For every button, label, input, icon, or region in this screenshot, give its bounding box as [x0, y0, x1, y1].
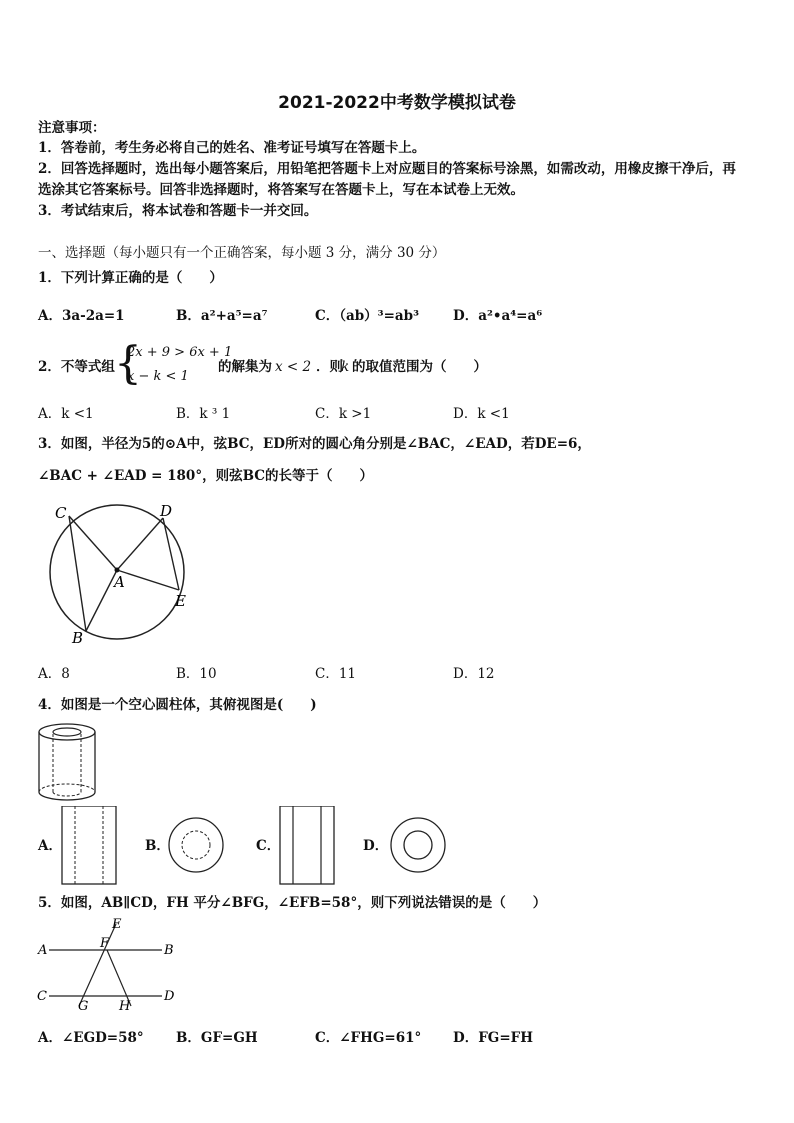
label-c: C: [55, 504, 67, 522]
q2-equation-2: x − k < 1: [127, 369, 189, 384]
hollow-cylinder-figure: [34, 720, 100, 808]
q3-option-d: D．12: [453, 666, 495, 682]
option-a-view: [60, 806, 120, 886]
q3-circle-figure: [40, 498, 200, 648]
q4-stem: 4．如图是一个空心圆柱体，其俯视图是( ): [38, 697, 317, 713]
label-h: H: [119, 999, 131, 1014]
q2-equation-1: 2x + 9 > 6x + 1: [127, 345, 233, 360]
label-g: G: [78, 999, 89, 1014]
q1-option-a: A．3a-2a=1: [38, 308, 125, 324]
q5-stem: 5．如图，AB∥CD，FH 平分∠BFG，∠EFB=58°，则下列说法错误的是（ ）: [38, 895, 547, 911]
q2-var: k: [341, 359, 350, 375]
q2-suffix-3: 的取值范围为（ ）: [352, 359, 487, 375]
q2-condition: x < 2: [275, 359, 312, 375]
q5-parallel-lines-figure: [34, 916, 184, 1014]
q1-option-b: B．a²+a⁵=a⁷: [176, 308, 268, 324]
q3-option-c: C．11: [315, 666, 357, 682]
label-b: B: [164, 943, 174, 958]
label-f: F: [100, 936, 110, 951]
q4-option-b-label: B．: [145, 838, 170, 854]
label-d: D: [164, 989, 175, 1004]
q2-prefix: 2．不等式组: [38, 359, 115, 375]
q2-suffix-1: 的解集为: [218, 359, 272, 375]
label-e: E: [112, 917, 122, 932]
q2-option-c: C．k >1: [315, 406, 372, 422]
center-point: [115, 568, 120, 573]
q1-stem: 1．下列计算正确的是（ ）: [38, 270, 223, 286]
q5-option-d: D．FG=FH: [453, 1030, 533, 1046]
label-a: A: [114, 573, 125, 591]
q4-option-c-label: C．: [256, 838, 281, 854]
q4-option-a-label: A．: [38, 838, 62, 854]
option-b-view: [165, 815, 225, 875]
q3-option-b: B．10: [176, 666, 217, 682]
notice-item-2: 2．回答选择题时，选出每小题答案后，用铅笔把答题卡上对应题目的答案标号涂黑，如需改动，用橡皮擦干净后，再: [38, 161, 736, 177]
q3-option-a: A．8: [38, 666, 70, 682]
q5-option-a: A．∠EGD=58°: [38, 1030, 144, 1046]
notice-item-2-cont: 选涂其它答案标号。回答非选择题时，将答案写在答题卡上，写在本试卷上无效。: [38, 182, 524, 198]
q2-option-b: B．k ³ 1: [176, 406, 231, 422]
label-c: C: [37, 989, 47, 1004]
q3-line-2: ∠BAC + ∠EAD = 180°，则弦BC的长等于（ ）: [38, 468, 373, 484]
label-a: A: [38, 943, 48, 958]
q2-option-a: A．k <1: [38, 406, 94, 422]
notice-item-1: 1．答卷前，考生务必将自己的姓名、准考证号填写在答题卡上。: [38, 140, 426, 156]
option-d-view: [387, 815, 447, 875]
q5-option-b: B．GF=GH: [176, 1030, 258, 1046]
q3-line-1: 3．如图，半径为5的⊙A中，弦BC，ED所对的圆心角分别是∠BAC，∠EAD，若DE=6，: [38, 436, 591, 452]
q1-option-d: D．a²•a⁴=a⁶: [453, 308, 543, 324]
q2-suffix-2: ．则: [316, 359, 343, 375]
notice-item-3: 3．考试结束后，将本试卷和答题卡一并交回。: [38, 203, 318, 219]
page-title: 2021-2022中考数学模拟试卷: [278, 93, 516, 113]
q5-option-c: C．∠FHG=61°: [315, 1030, 422, 1046]
label-b: B: [72, 629, 84, 647]
label-d: D: [160, 502, 173, 520]
q2-brace: {: [114, 338, 142, 389]
q4-option-d-label: D．: [363, 838, 389, 854]
q1-option-c: C．（ab）³=ab³: [315, 308, 420, 324]
option-c-view: [278, 806, 338, 886]
q2-option-d: D．k <1: [453, 406, 510, 422]
label-e: E: [175, 592, 186, 610]
section-heading: 一、选择题（每小题只有一个正确答案，每小题 3 分，满分 30 分）: [38, 245, 446, 261]
notice-heading: 注意事项：: [38, 120, 106, 136]
